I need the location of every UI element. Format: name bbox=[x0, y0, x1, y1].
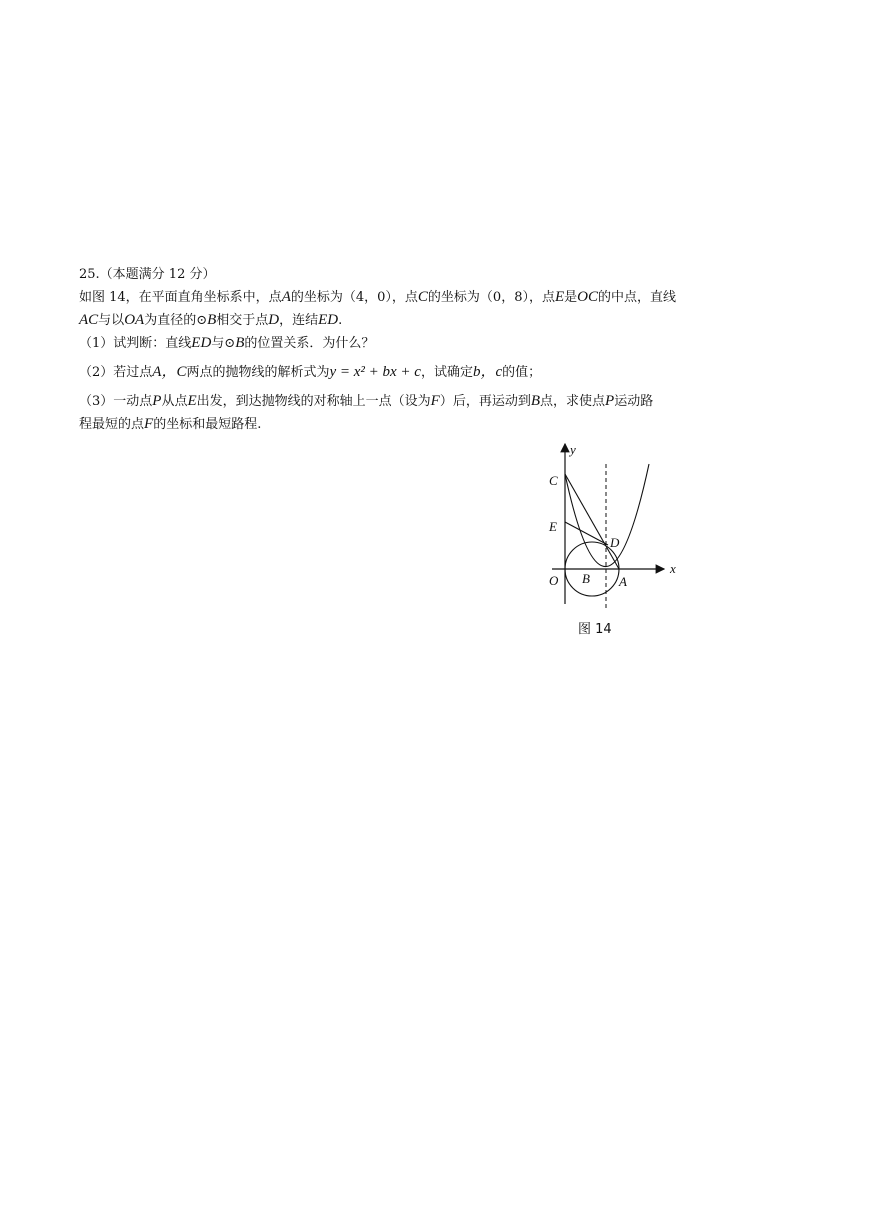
figure-14 bbox=[540, 438, 690, 638]
text: 与⊙ bbox=[211, 336, 236, 351]
math-var: OA bbox=[124, 312, 145, 328]
math-var: ED bbox=[318, 312, 339, 328]
math-var: B bbox=[235, 335, 245, 351]
math-var: b，c bbox=[472, 364, 503, 380]
problem-number: 25.（本题满分 12 分） bbox=[79, 267, 216, 282]
label-e: E bbox=[549, 519, 557, 534]
math-var: P bbox=[152, 393, 162, 409]
line-ed bbox=[565, 522, 608, 545]
math-var: A，C bbox=[152, 364, 187, 380]
math-var: B bbox=[207, 312, 217, 328]
text: 点，求使点 bbox=[540, 394, 606, 409]
label-a: A bbox=[619, 574, 627, 589]
math-var: OC bbox=[577, 289, 598, 305]
math-var: F bbox=[430, 393, 440, 409]
parabola-equation: y = x² + bx + c bbox=[329, 364, 421, 380]
math-var: AC bbox=[79, 312, 99, 328]
math-var: ED bbox=[191, 335, 212, 351]
problem-header bbox=[79, 264, 799, 286]
math-var: C bbox=[417, 289, 428, 305]
text: 的位置关系．为什么？ bbox=[244, 336, 375, 351]
parabola bbox=[565, 464, 649, 567]
figure-caption: 图 14 bbox=[578, 622, 612, 637]
text: 两点的抛物线的解析式为 bbox=[186, 365, 330, 380]
geometry-diagram bbox=[540, 438, 690, 618]
text: 的值； bbox=[502, 365, 542, 380]
problem-25 bbox=[79, 264, 799, 436]
text: 的中点，直线 bbox=[598, 290, 677, 305]
text: ，试确定 bbox=[420, 365, 473, 380]
math-var: F bbox=[144, 416, 154, 432]
line-ac bbox=[565, 474, 619, 569]
text: （2）若过点 bbox=[79, 365, 153, 380]
math-var: P bbox=[605, 393, 615, 409]
text: （3）一动点 bbox=[79, 394, 153, 409]
text: （1）试判断：直线 bbox=[79, 336, 192, 351]
text: 的坐标和最短路程. bbox=[153, 417, 262, 432]
text: 运动路 bbox=[614, 394, 654, 409]
text: 从点 bbox=[161, 394, 188, 409]
math-var: D bbox=[268, 312, 280, 328]
math-var: E bbox=[554, 289, 565, 305]
label-y: y bbox=[570, 442, 576, 457]
math-var: B bbox=[530, 393, 541, 409]
text: 的坐标为（4，0），点 bbox=[290, 290, 418, 305]
text: 相交于点 bbox=[216, 313, 269, 328]
question-3-continued bbox=[79, 413, 799, 436]
question-1 bbox=[79, 332, 799, 355]
text: ）后，再运动到 bbox=[439, 394, 531, 409]
text: 程最短的点 bbox=[79, 417, 145, 432]
problem-statement-line-2 bbox=[79, 309, 799, 332]
question-3 bbox=[79, 390, 799, 413]
text: 出发，到达抛物线的对称轴上一点（设为 bbox=[196, 394, 431, 409]
math-var: E bbox=[187, 393, 197, 409]
math-var: A bbox=[281, 289, 291, 305]
question-2 bbox=[79, 361, 799, 384]
text: 与以 bbox=[98, 313, 125, 328]
text: 的坐标为（0，8），点 bbox=[427, 290, 555, 305]
text: . bbox=[338, 313, 343, 328]
label-c: C bbox=[549, 473, 558, 488]
label-b: B bbox=[582, 571, 590, 586]
text: 为直径的⊙ bbox=[144, 313, 208, 328]
text: ，连结 bbox=[279, 313, 319, 328]
text: 如图 14，在平面直角坐标系中，点 bbox=[79, 290, 282, 305]
label-o: O bbox=[549, 573, 559, 588]
label-x: x bbox=[670, 561, 676, 576]
problem-statement-line-1 bbox=[79, 286, 799, 309]
text: 是 bbox=[564, 290, 578, 305]
label-d: D bbox=[610, 535, 620, 550]
